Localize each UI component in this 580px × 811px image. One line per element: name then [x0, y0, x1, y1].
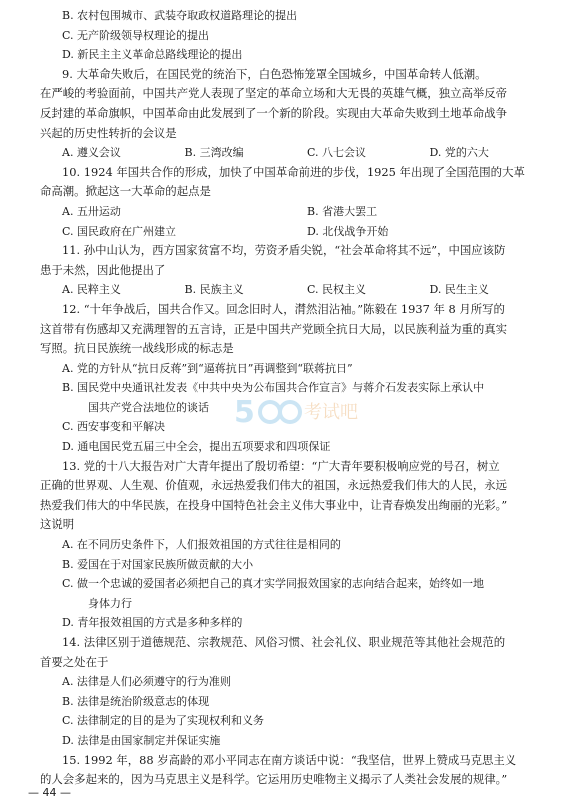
option-d: D. 通电国民党五届三中全会，提出五项要求和四项保证 — [62, 440, 331, 454]
option-b-continued: 国共产党合法地位的谈话 — [88, 400, 209, 414]
option-a: A. 在不同历史条件下，人们报效祖国的方式往往是相同的 — [62, 538, 341, 552]
question-text: 这首带有伤感却又充满理智的五言诗，正是中国共产党顾全抗日大局，以民族利益为重的真实 — [40, 321, 508, 336]
options-row — [40, 202, 552, 222]
question-text: 写照。抗日民族统一战线形成的标志是 — [40, 341, 234, 356]
option-b: B. 省港大罢工 — [307, 204, 378, 218]
question-9 — [40, 65, 552, 163]
option-line: C. 无产阶级领导权理论的提出 — [62, 28, 210, 42]
option-d: D. 北伐战争开始 — [307, 224, 389, 238]
option-b: B. 三湾改编 — [184, 146, 244, 160]
option-b: B. 法律是统治阶级意志的体现 — [62, 694, 210, 708]
question-text: 14. 法律区别于道德规范、宗教规范、风俗习惯、社会礼仪、职业规范等其他社会规范的 — [62, 635, 506, 649]
option-d: D. 党的六大 — [429, 146, 489, 160]
option-b: B. 爱国在于对国家民族所做贡献的大小 — [62, 557, 254, 571]
question-text: 反封建的革命旗帜，中国革命由此发展到了一个新的阶段。实现由大革命失败到土地革命战争 — [40, 105, 508, 120]
question-text: 12. “十年争战后，国共合作又。回念旧时人，潸然泪沾袖。”陈毅在 1937 年 8 月所写的 — [62, 301, 505, 316]
question-text: 的人会多起来的，因为马克思主义是科学。它运用历史唯物主义揭示了人类社会发展的规律。” — [40, 772, 508, 787]
question-text: 正确的世界观、人生观、价值观，永远热爱我们伟大的祖国，永远热爱我们伟大的人民，永远 — [40, 478, 508, 493]
question-text: 15. 1992 年，88 岁高龄的邓小平同志在南方谈话中说：“我坚信，世界上赞成马克思主义 — [62, 752, 517, 767]
question-text: 热爱我们伟大的中华民族，在投身中国特色社会主义伟大事业中，让青春焕发出绚丽的光彩。” — [40, 497, 508, 512]
question-14 — [40, 633, 552, 751]
question-text: 患于未然，因此他提出了 — [40, 262, 166, 277]
question-text: 10. 1924 年国共合作的形成，加快了中国革命前进的步伐，1925 年出现了全国范围的大革 — [62, 164, 525, 179]
option-c: C. 民权主义 — [307, 283, 367, 297]
question-text: 11. 孙中山认为，西方国家贫富不均，劳资矛盾尖锐，“社会革命将其不远”，中国应该防 — [62, 243, 506, 258]
question-text: 这说明 — [40, 517, 75, 532]
watermark-logo — [232, 388, 362, 430]
option-c: C. 国民政府在广州建立 — [62, 224, 177, 238]
question-text: 命高潮。掀起这一大革命的起点是 — [40, 184, 211, 199]
option-b: B. 国民党中央通讯社发表《中共中央为公布国共合作宣言》与蒋介石发表实际上承认中 — [62, 381, 485, 395]
option-d: D. 法律是由国家制定并保证实施 — [62, 733, 221, 747]
option-b: B. 民族主义 — [184, 283, 244, 297]
question-12 — [40, 300, 552, 457]
option-c: C. 西安事变和平解决 — [62, 420, 166, 434]
question-text: 兴起的历史性转折的会议是 — [40, 125, 177, 140]
option-c: C. 法律制定的目的是为了实现权利和义务 — [62, 714, 265, 728]
option-a: A. 五卅运动 — [62, 204, 121, 218]
question-11 — [40, 241, 552, 300]
option-line: D. 新民主主义革命总路线理论的提出 — [62, 48, 243, 62]
svg-text:5: 5 — [234, 395, 255, 430]
page-number: — 44 — — [28, 786, 71, 799]
option-d: D. 民生主义 — [429, 283, 489, 297]
question-text: 9. 大革命失败后，在国民党的统治下，白色恐怖笼罩全国城乡，中国革命转人低潮。 — [62, 66, 487, 81]
option-c: C. 做一个忠诚的爱国者必须把自己的真才实学同报效国家的志向结合起来，始终如一地 — [62, 577, 485, 591]
question-text: 在严峻的考验面前，中国共产党人表现了坚定的革命立场和大无畏的英雄气概，独立高举反帝 — [40, 86, 508, 101]
question-10 — [40, 163, 552, 241]
question-13 — [40, 457, 552, 633]
question-text: 首要之处在于 — [40, 654, 109, 669]
option-a: A. 民粹主义 — [62, 283, 121, 297]
option-a: A. 遵义会议 — [62, 146, 121, 160]
option-c-continued: 身体力行 — [88, 596, 132, 610]
options-row — [40, 222, 552, 242]
option-a: A. 法律是人们必须遵守的行为准则 — [62, 675, 231, 689]
options-row — [40, 143, 552, 163]
options-row — [40, 280, 552, 300]
question-15 — [40, 751, 552, 790]
question-text: 13. 党的十八大报告对广大青年提出了殷切希望：“广大青年要积极响应党的号召，树立 — [62, 458, 500, 473]
option-d: D. 青年报效祖国的方式是多种多样的 — [62, 616, 243, 630]
watermark-text: 考试吧 — [304, 402, 358, 423]
option-a: A. 党的方针从“抗日反蒋”到“逼蒋抗日”再调整到“联蒋抗日” — [62, 361, 353, 375]
option-line: B. 农村包围城市、武装夺取政权道路理论的提出 — [62, 9, 298, 22]
option-c: C. 八七会议 — [307, 146, 367, 160]
